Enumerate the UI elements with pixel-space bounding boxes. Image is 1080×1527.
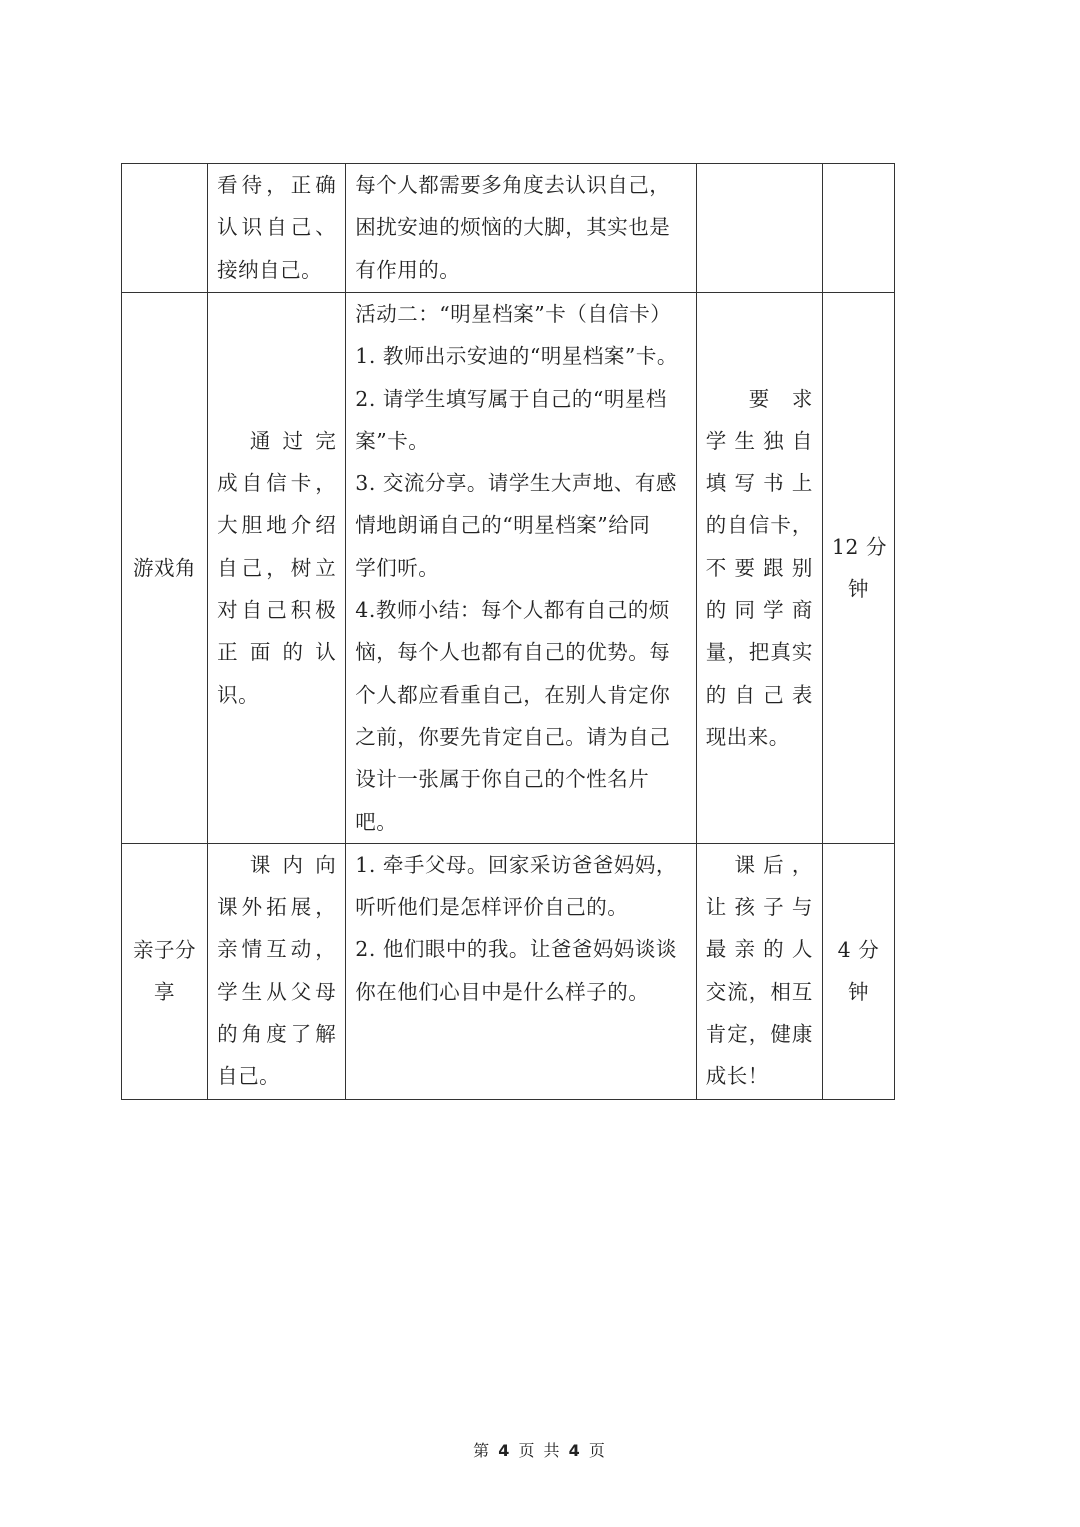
goal-cell: 通过完 成自信卡， 大胆地介绍 自己，树立 对自己积极 正面的认 识。 — [208, 293, 346, 844]
requirement-cell: 课后， 让孩子与 最亲的人 交流，相互 肯定，健康 成长！ — [696, 843, 822, 1099]
goal-cell: 课内向 课外拓展， 亲情互动， 学生从父母 的角度了解 自己。 — [208, 843, 346, 1099]
goal-cell: 看待，正确 认识自己、 接纳自己。 — [208, 164, 346, 293]
activity-cell: 每个人都需要多角度去认识自己， 困扰安迪的烦恼的大脚，其实也是 有作用的。 — [346, 164, 696, 293]
stage-name-cell: 亲子分 享 — [122, 843, 208, 1099]
requirement-cell: 要求 学生独自 填写书上 的自信卡， 不要跟别 的同学商 量，把真实 的自己表 现出来。 — [696, 293, 822, 844]
current-page-number: 4 — [498, 1441, 512, 1460]
total-page-number: 4 — [568, 1441, 582, 1460]
time-cell: 12 分 钟 — [822, 293, 894, 844]
requirement-cell — [696, 164, 822, 293]
table-row — [122, 293, 895, 844]
table-row — [122, 843, 895, 1099]
activity-cell: 1. 牵手父母。回家采访爸爸妈妈， 听听他们是怎样评价自己的。 2. 他们眼中的我。让爸爸妈妈谈谈 你在他们心目中是什么样子的。 — [346, 843, 696, 1099]
time-cell — [822, 164, 894, 293]
activity-cell: 活动二：“明星档案”卡（自信卡） 1. 教师出示安迪的“明星档案”卡。 2. 请学生填写属于自己的“明星档 案”卡。 3. 交流分享。请学生大声地、有感 情地朗诵自己的“明星档案”给同 学们听。 4.教师小结：每个人都有自己的烦 恼，每个人也都有自己的优势。每 个人都应看重自己，在别人肯定你 之前，你要先肯定自己。请为自己 设计一张属于你自己的个性名片 吧。 — [346, 293, 696, 844]
table-row — [122, 164, 895, 293]
page-number-footer: 第 4 页 共 4 页 — [473, 1441, 607, 1460]
time-cell: 4 分 钟 — [822, 843, 894, 1099]
stage-name-cell: 游戏角 — [122, 293, 208, 844]
lesson-plan-table — [121, 163, 895, 1100]
stage-name-cell — [122, 164, 208, 293]
